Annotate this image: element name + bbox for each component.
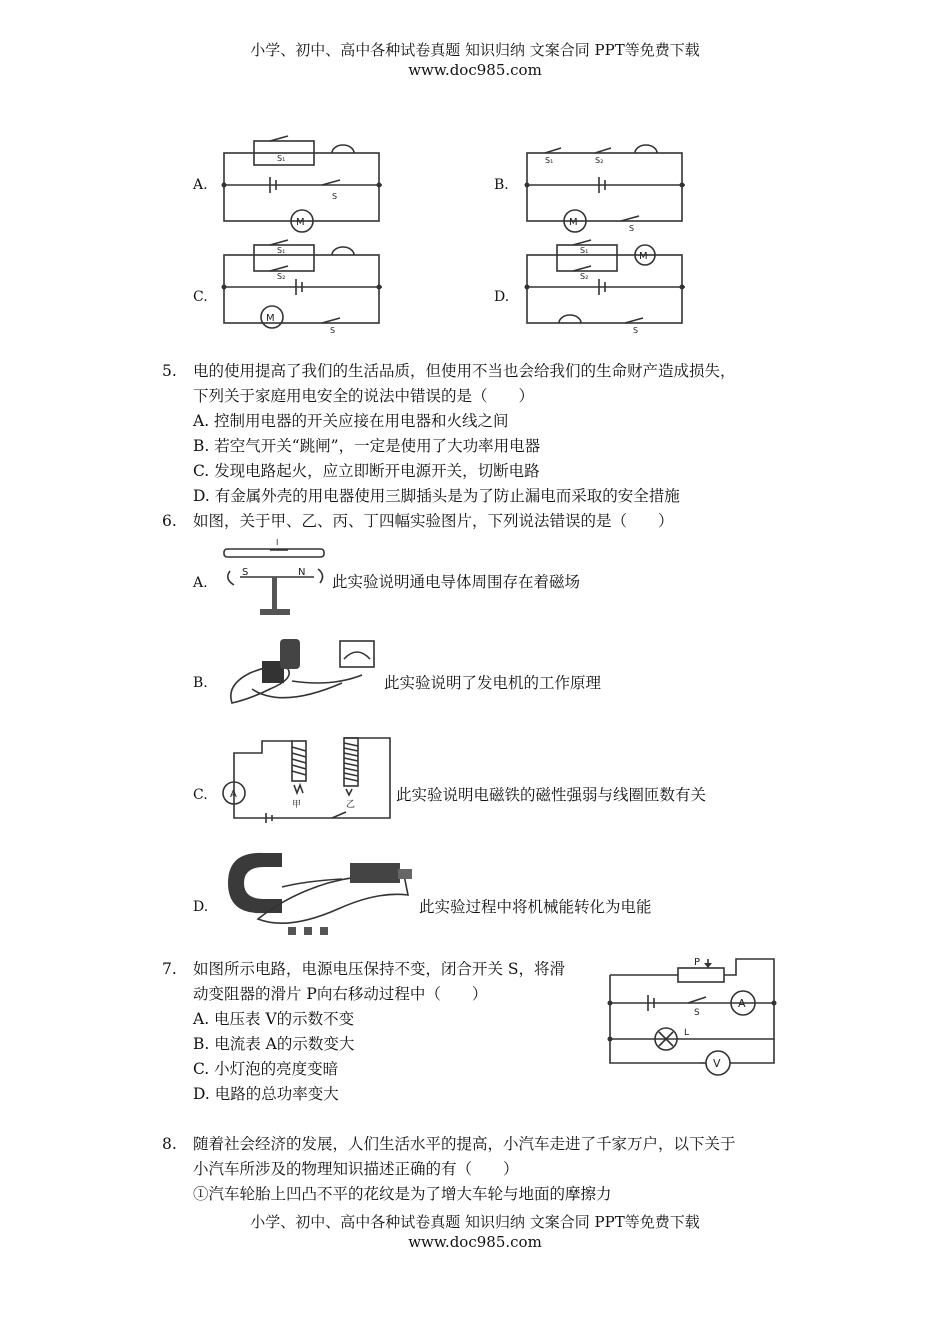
q8-item-1: ①汽车轮胎上凹凸不平的花纹是为了增大车轮与地面的摩擦力 — [193, 1185, 612, 1203]
q8-stem-2: 小汽车所涉及的物理知识描述正确的有（ ） — [193, 1160, 519, 1178]
q4-circuit-d — [525, 237, 690, 335]
q7-option-a: A. 电压表 V的示数不变 — [193, 1010, 355, 1028]
q6-option-c-text: 此实验说明电磁铁的磁性强弱与线圈匝数有关 — [396, 786, 707, 804]
q5-option-d: D. 有金属外壳的用电器使用三脚插头是为了防止漏电而采取的安全措施 — [193, 487, 680, 505]
q7-stem-2: 动变阻器的滑片 P向右移动过程中（ ） — [193, 985, 488, 1003]
q4-option-a-label: A. — [193, 177, 208, 193]
q4c-s1: S₁ — [277, 246, 286, 255]
q6a-s: S — [242, 567, 249, 578]
q5-option-b: B. 若空气开关“跳闸”，一定是使用了大功率用电器 — [193, 437, 541, 455]
q4-circuit-a — [222, 135, 387, 230]
q6-figure-a-oersted — [222, 535, 332, 621]
q4b-s1: S₁ — [545, 156, 554, 165]
q6-option-d-label: D. — [193, 899, 209, 915]
q4-option-d-label: D. — [494, 289, 510, 305]
q4d-m: M — [639, 251, 648, 262]
q6-option-a-label: A. — [193, 575, 208, 591]
footer-line-1: 小学、初中、高中各种试卷真题 知识归纳 文案合同 PPT等免费下载 — [250, 1213, 700, 1231]
q5-stem-1: 电的使用提高了我们的生活品质，但使用不当也会给我们的生命财产造成损失， — [193, 362, 736, 380]
q5-option-a: A. 控制用电器的开关应接在用电器和火线之间 — [193, 412, 509, 430]
header-line-2: www.doc985.com — [408, 61, 542, 79]
q4-option-c-label: C. — [193, 289, 208, 305]
header-line-1: 小学、初中、高中各种试卷真题 知识归纳 文案合同 PPT等免费下载 — [250, 41, 700, 59]
q8-number: 8. — [162, 1135, 177, 1153]
q4a-s1: S₁ — [277, 154, 286, 163]
q6c-a: A — [230, 789, 237, 800]
q7-p: P — [694, 957, 701, 968]
q4-circuit-b — [525, 135, 690, 233]
q7-s: S — [694, 1008, 700, 1018]
q4c-s: S — [330, 326, 336, 335]
q7-stem-1: 如图所示电路，电源电压保持不变，闭合开关 S，将滑 — [193, 960, 566, 978]
q8-stem-1: 随着社会经济的发展，人们生活水平的提高，小汽车走进了千家万户，以下关于 — [193, 1135, 736, 1153]
q4d-s1: S₁ — [580, 246, 589, 255]
q4c-m: M — [266, 313, 275, 324]
q4b-s2: S₂ — [595, 156, 604, 165]
q4d-s: S — [633, 326, 639, 335]
q4a-s: S — [332, 192, 338, 201]
q6-stem: 如图，关于甲、乙、丙、丁四幅实验图片，下列说法错误的是（ ） — [193, 512, 674, 530]
q6c-yi: 乙 — [346, 800, 356, 810]
q4b-s: S — [629, 224, 635, 233]
q5-number: 5. — [162, 362, 177, 380]
q7-option-d: D. 电路的总功率变大 — [193, 1085, 339, 1103]
q7-option-b: B. 电流表 A的示数变大 — [193, 1035, 355, 1053]
q7-number: 7. — [162, 960, 177, 978]
q6-option-b-label: B. — [193, 675, 208, 691]
q4b-m: M — [569, 217, 578, 228]
q6-option-a-text: 此实验说明通电导体周围存在着磁场 — [332, 573, 581, 591]
q4c-s2: S₂ — [277, 272, 286, 281]
q5-option-c: C. 发现电路起火，应立即断开电源开关，切断电路 — [193, 462, 540, 480]
q6-option-b-text: 此实验说明了发电机的工作原理 — [384, 674, 602, 692]
q6-figure-b-generator — [222, 633, 382, 719]
q4-option-b-label: B. — [494, 177, 509, 193]
q7-circuit — [608, 953, 780, 1081]
q7-v: V — [713, 1057, 721, 1070]
q6-option-c-label: C. — [193, 787, 208, 803]
q6a-i: I — [276, 538, 279, 547]
q7-l: L — [684, 1028, 690, 1038]
q6-figure-c-electromagnet — [222, 733, 402, 825]
q6-figure-d-motor — [218, 843, 418, 937]
q6-number: 6. — [162, 512, 177, 530]
q4-circuit-c — [222, 237, 387, 335]
q6-option-d-text: 此实验过程中将机械能转化为电能 — [419, 898, 652, 916]
q4a-m: M — [296, 217, 305, 228]
q6c-jia: 甲 — [292, 800, 302, 810]
q6a-n: N — [298, 567, 306, 578]
footer-line-2: www.doc985.com — [408, 1233, 542, 1251]
q5-stem-2: 下列关于家庭用电安全的说法中错误的是（ ） — [193, 387, 535, 405]
q4d-s2: S₂ — [580, 272, 589, 281]
q7-option-c: C. 小灯泡的亮度变暗 — [193, 1060, 339, 1078]
q7-a: A — [738, 997, 746, 1010]
